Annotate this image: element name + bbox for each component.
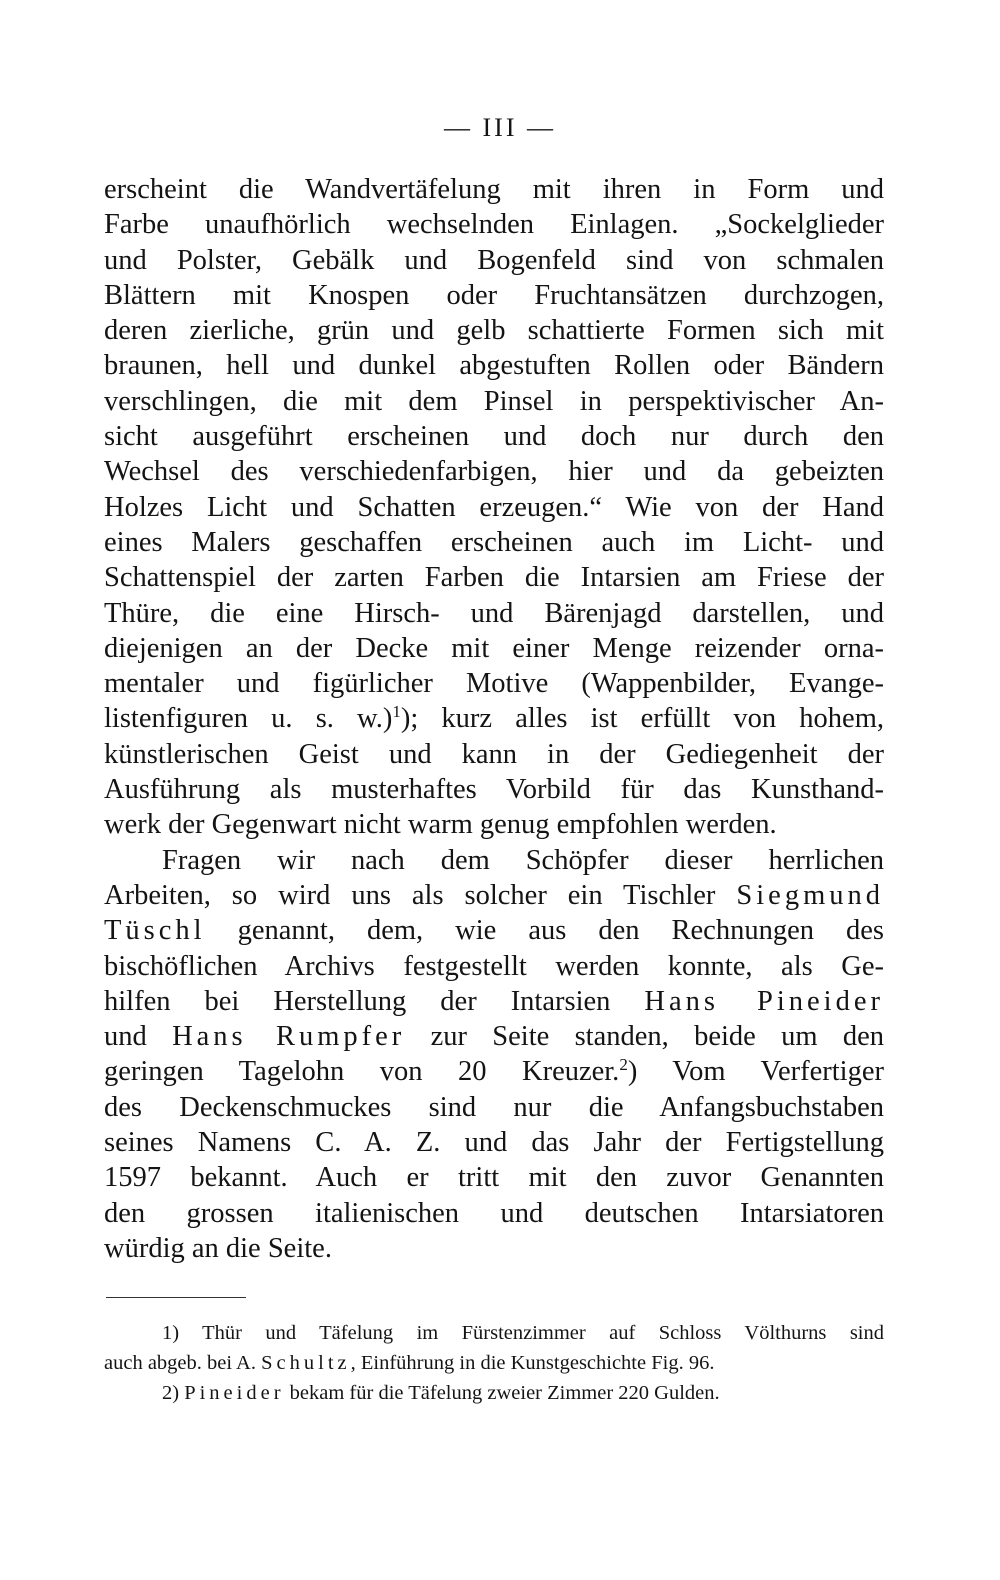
- text-line: und Polster, Gebälk und Bogenfeld sind von schmalen: [104, 244, 884, 276]
- text-segment: zur Seite standen, beide um den: [405, 1021, 884, 1053]
- text-line: [104, 913, 884, 948]
- text-segment: hilfen bei Herstellung der Intarsien: [104, 985, 645, 1017]
- text-line: braunen, hell und dunkel abgestuften Rollen oder Bändern: [104, 350, 884, 382]
- text-line: Ausführung als musterhaftes Vorbild für das Kunsthand-: [104, 774, 884, 806]
- text-segment: auch abgeb. bei A.: [104, 1352, 262, 1374]
- page-number: — III —: [444, 113, 556, 142]
- text-segment: ) Vom Verfertiger: [627, 1056, 884, 1088]
- text-segment: 2): [162, 1382, 185, 1404]
- text-segment: listenfiguren u. s. w.): [104, 703, 393, 735]
- text-line: seines Namens C. A. Z. und das Jahr der Fertigstellung: [104, 1127, 884, 1159]
- text-line: verschlingen, die mit dem Pinsel in perspektivischer An-: [104, 385, 884, 417]
- text-line: eines Malers geschaffen erscheinen auch im Licht- und: [104, 526, 884, 558]
- body-text: [104, 172, 884, 1266]
- footnote-1-continued: [104, 1348, 884, 1378]
- spaced-name: Hans Pineider: [644, 985, 884, 1017]
- text-line: [104, 984, 884, 1019]
- text-line: [104, 1019, 884, 1054]
- text-line: bischöflichen Archivs festgestellt werden konnte, als Ge-: [104, 950, 884, 982]
- text-line: würdig an die Seite.: [104, 1232, 332, 1264]
- text-line: 1597 bekannt. Auch er tritt mit den zuvor Genannten: [104, 1162, 884, 1194]
- text-line: mentaler und figürlicher Motive (Wappenbilder, Evange-: [104, 668, 884, 700]
- footnotes: [104, 1318, 884, 1408]
- text-line: deren zierliche, grün und gelb schattierte Formen sich mit: [104, 315, 884, 347]
- text-line: Wechsel des verschiedenfarbigen, hier und da gebeizten: [104, 456, 884, 488]
- text-line: Thüre, die eine Hirsch- und Bärenjagd darstellen, und: [104, 597, 884, 629]
- footnote-ref-2: 2: [619, 1055, 628, 1075]
- text-segment: , Einführung in die Kunstgeschichte Fig. 96.: [350, 1352, 715, 1374]
- text-segment: und: [104, 1021, 173, 1053]
- spaced-name: Tüschl: [104, 915, 206, 947]
- text-segment: genannt, dem, wie aus den Rechnungen des: [205, 915, 884, 947]
- text-line: diejenigen an der Decke mit einer Menge reizender orna-: [104, 632, 884, 664]
- text-line: den grossen italienischen und deutschen Intarsiatoren: [104, 1197, 884, 1229]
- text-line: werk der Gegenwart nicht warm genug empfohlen werden.: [104, 809, 777, 841]
- footnote-1: 1) Thür und Täfelung im Fürstenzimmer auf Schloss Völthurns sind: [162, 1322, 884, 1344]
- text-line: des Deckenschmuckes sind nur die Anfangsbuchstaben: [104, 1091, 884, 1123]
- footnote-divider: [106, 1297, 246, 1298]
- spaced-name: Hans Rumpfer: [172, 1021, 406, 1053]
- footnote-2: [104, 1378, 884, 1408]
- text-line: [104, 1054, 884, 1089]
- spaced-name: Pineider: [184, 1382, 285, 1404]
- text-line: Schattenspiel der zarten Farben die Intarsien am Friese der: [104, 562, 884, 594]
- text-segment: bekam für die Täfelung zweier Zimmer 220 Gulden.: [284, 1382, 720, 1404]
- text-line: [104, 701, 884, 736]
- text-line: [104, 878, 884, 913]
- text-line: Holzes Licht und Schatten erzeugen.“ Wie von der Hand: [104, 491, 884, 523]
- spaced-name: Siegmund: [736, 879, 884, 911]
- text-line: künstlerischen Geist und kann in der Gediegenheit der: [104, 738, 884, 770]
- text-segment: geringen Tagelohn von 20 Kreuzer.: [104, 1056, 620, 1088]
- text-line: Farbe unaufhörlich wechselnden Einlagen. „Sockelglieder: [104, 209, 884, 241]
- text-line: erscheint die Wandvertäfelung mit ihren in Form und: [104, 174, 884, 205]
- text-segment: ); kurz alles ist erfüllt von hohem,: [400, 703, 884, 735]
- spaced-name: Schultz: [261, 1352, 351, 1374]
- text-line: Fragen wir nach dem Schöpfer dieser herrlichen: [162, 844, 884, 876]
- footnote-ref-1: 1: [392, 702, 401, 722]
- text-line: sicht ausgeführt erscheinen und doch nur durch den: [104, 421, 884, 453]
- text-segment: Arbeiten, so wird uns als solcher ein Tischler: [104, 879, 737, 911]
- text-line: Blättern mit Knospen oder Fruchtansätzen durchzogen,: [104, 279, 884, 311]
